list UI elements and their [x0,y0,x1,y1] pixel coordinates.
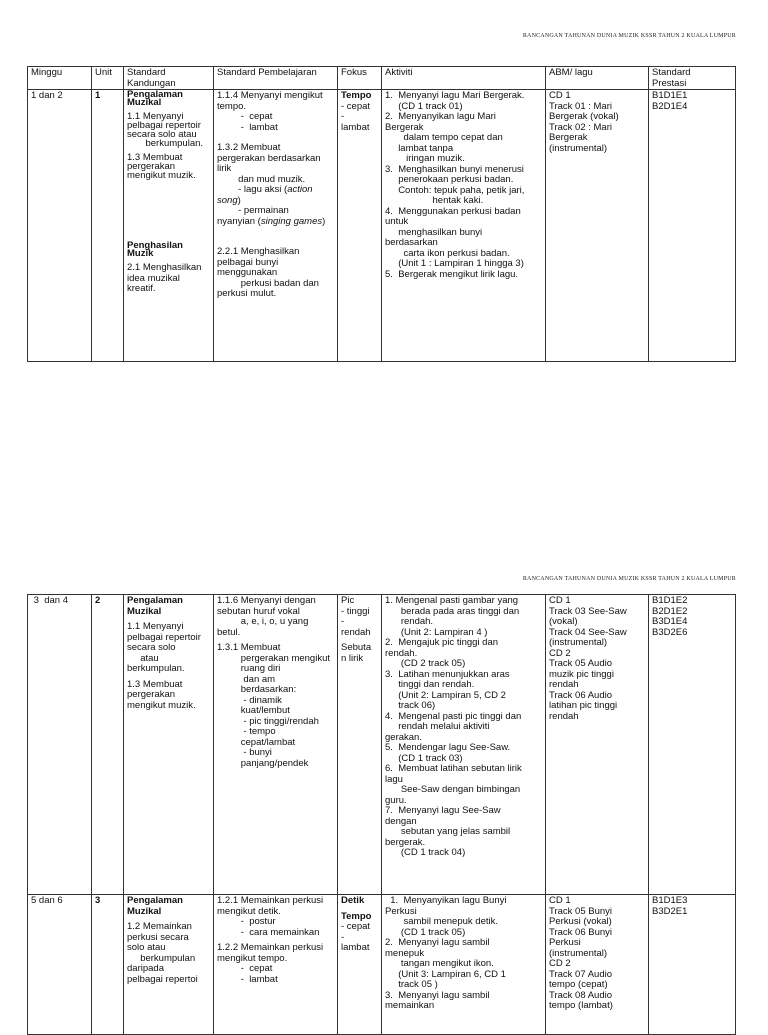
aktiviti-cell: 1. Menyanyi lagu Mari Bergerak. (CD 1 track 01) 2. Menyanyikan lagu Mari Bergerak dalam tempo cepat dan lambat tanpa iringan muzik. 3. Menghasilkan bunyi menerusi penerokaan perkusi badan. Contoh: tepuk paha, petik jari, hentak kaki. 4. Menggunakan perkusi badan untuk menghasilkan bunyi berdasarkan carta ikon perkusi badan. (Unit 1 : Lampiran 1 hingga 3) 5. Bergerak mengikut lirik lagu. [382,90,546,362]
fokus-cell: Tempo - cepat - lambat [338,90,382,362]
minggu-cell: 3 dan 4 [28,595,92,895]
col-header: Unit [92,67,124,90]
standard-pembelajaran-cell: 1.1.4 Menyanyi mengikut tempo. - cepat - lambat 1.3.2 Membuat pergerakan berdasarkan lirik dan mud muzik. - lagu aksi (action song) - permainan nyanyian (singing games) 2.2.1 Menghasilkan pelbagai bunyi menggunakan perkusi badan dan perkusi mulut. [214,90,338,362]
standard-prestasi-cell: B1D1E3 B3D2E1 [649,895,736,1035]
standard-pembelajaran-cell: 1.2.1 Memainkan perkusi mengikut detik. - postur - cara memainkan 1.2.2 Memainkan perkusi mengikut tempo. - cepat - lambat [214,895,338,1035]
unit-cell: 3 [92,895,124,1035]
plan-table-2 [27,594,736,1035]
standard-prestasi-cell: B1D1E2 B2D1E2 B3D1E4 B3D2E6 [649,595,736,895]
aktiviti-cell: 1. Menyanyikan lagu Bunyi Perkusi sambil menepuk detik. (CD 1 track 05) 2. Menyanyi lagu sambil menepuk tangan mengikut ikon. (Unit 3: Lampiran 6, CD 1 track 05 ) 3. Menyanyi lagu sambil memainkan [382,895,546,1035]
col-header: Fokus [338,67,382,90]
abm-cell: CD 1 Track 01 : Mari Bergerak (vokal) Track 02 : Mari Bergerak (instrumental) [546,90,649,362]
fokus-cell: Pic - tinggi - rendah Sebuta n lirik [338,595,382,895]
col-header: Aktiviti [382,67,546,90]
table-row [28,895,736,1035]
table-row [28,90,736,362]
minggu-cell: 1 dan 2 [28,90,92,362]
table-header-row [28,67,736,90]
plan-table-1 [27,66,736,362]
page-header: RANCANGAN TAHUNAN DUNIA MUZIK KSSR TAHUN 2 KUALA LUMPUR [522,576,736,582]
standard-kandungan-cell: Pengalaman Muzikal 1.1 Menyanyi pelbagai repertoir secara solo atau berkumpulan. 1.3 Membuat pergerakan mengikut muzik. Penghasilan Muzik 2.1 Menghasilkan idea muzikal kreatif. [124,90,214,362]
unit-cell: 2 [92,595,124,895]
col-header: Minggu [28,67,92,90]
col-header: Standard Kandungan [124,67,214,90]
standard-prestasi-cell: B1D1E1 B2D1E4 [649,90,736,362]
unit-cell: 1 [92,90,124,362]
standard-kandungan-cell: Pengalaman Muzikal 1.1 Menyanyi pelbagai repertoir secara solo atau berkumpulan. 1.3 Membuat pergerakan mengikut muzik. [124,595,214,895]
abm-cell: CD 1 Track 05 Bunyi Perkusi (vokal) Track 06 Bunyi Perkusi (instrumental) CD 2 Track 07 Audio tempo (cepat) Track 08 Audio tempo (lambat) [546,895,649,1035]
standard-pembelajaran-cell: 1.1.6 Menyanyi dengan sebutan huruf vokal a, e, i, o, u yang betul. 1.3.1 Membuat pergerakan mengikut ruang diri dan am berdasarkan: - dinamik kuat/lembut - pic tinggi/rendah - tempo cepat/lambat - bunyi panjang/pendek [214,595,338,895]
minggu-cell: 5 dan 6 [28,895,92,1035]
col-header: Standard Pembelajaran [214,67,338,90]
standard-kandungan-cell: Pengalaman Muzikal 1.2 Memainkan perkusi secara solo atau berkumpulan daripada pelbagai repertoi [124,895,214,1035]
fokus-cell: Detik Tempo - cepat - lambat [338,895,382,1035]
abm-cell: CD 1 Track 03 See-Saw (vokal) Track 04 See-Saw (instrumental) CD 2 Track 05 Audio muzik pic tinggi rendah Track 06 Audio latihan pic tinggi rendah [546,595,649,895]
page-header: RANCANGAN TAHUNAN DUNIA MUZIK KSSR TAHUN 2 KUALA LUMPUR [522,33,736,39]
aktiviti-cell: 1. Mengenal pasti gambar yang berada pada aras tinggi dan rendah. (Unit 2: Lampiran 4 ) 2. Mengajuk pic tinggi dan rendah. (CD 2 track 05) 3. Latihan menunjukkan aras tinggi dan rendah. (Unit 2: Lampiran 5, CD 2 track 06) 4. Mengenal pasti pic tinggi dan rendah melalui aktiviti gerakan. 5. Mendengar lagu See-Saw. (CD 1 track 03) 6. Membuat latihan sebutan lirik lagu See-Saw dengan bimbingan guru. 7. Menyanyi lagu See-Saw dengan sebutan yang jelas sambil bergerak. (CD 1 track 04) [382,595,546,895]
col-header: Standard Prestasi [649,67,736,90]
col-header: ABM/ lagu [546,67,649,90]
table-row [28,595,736,895]
